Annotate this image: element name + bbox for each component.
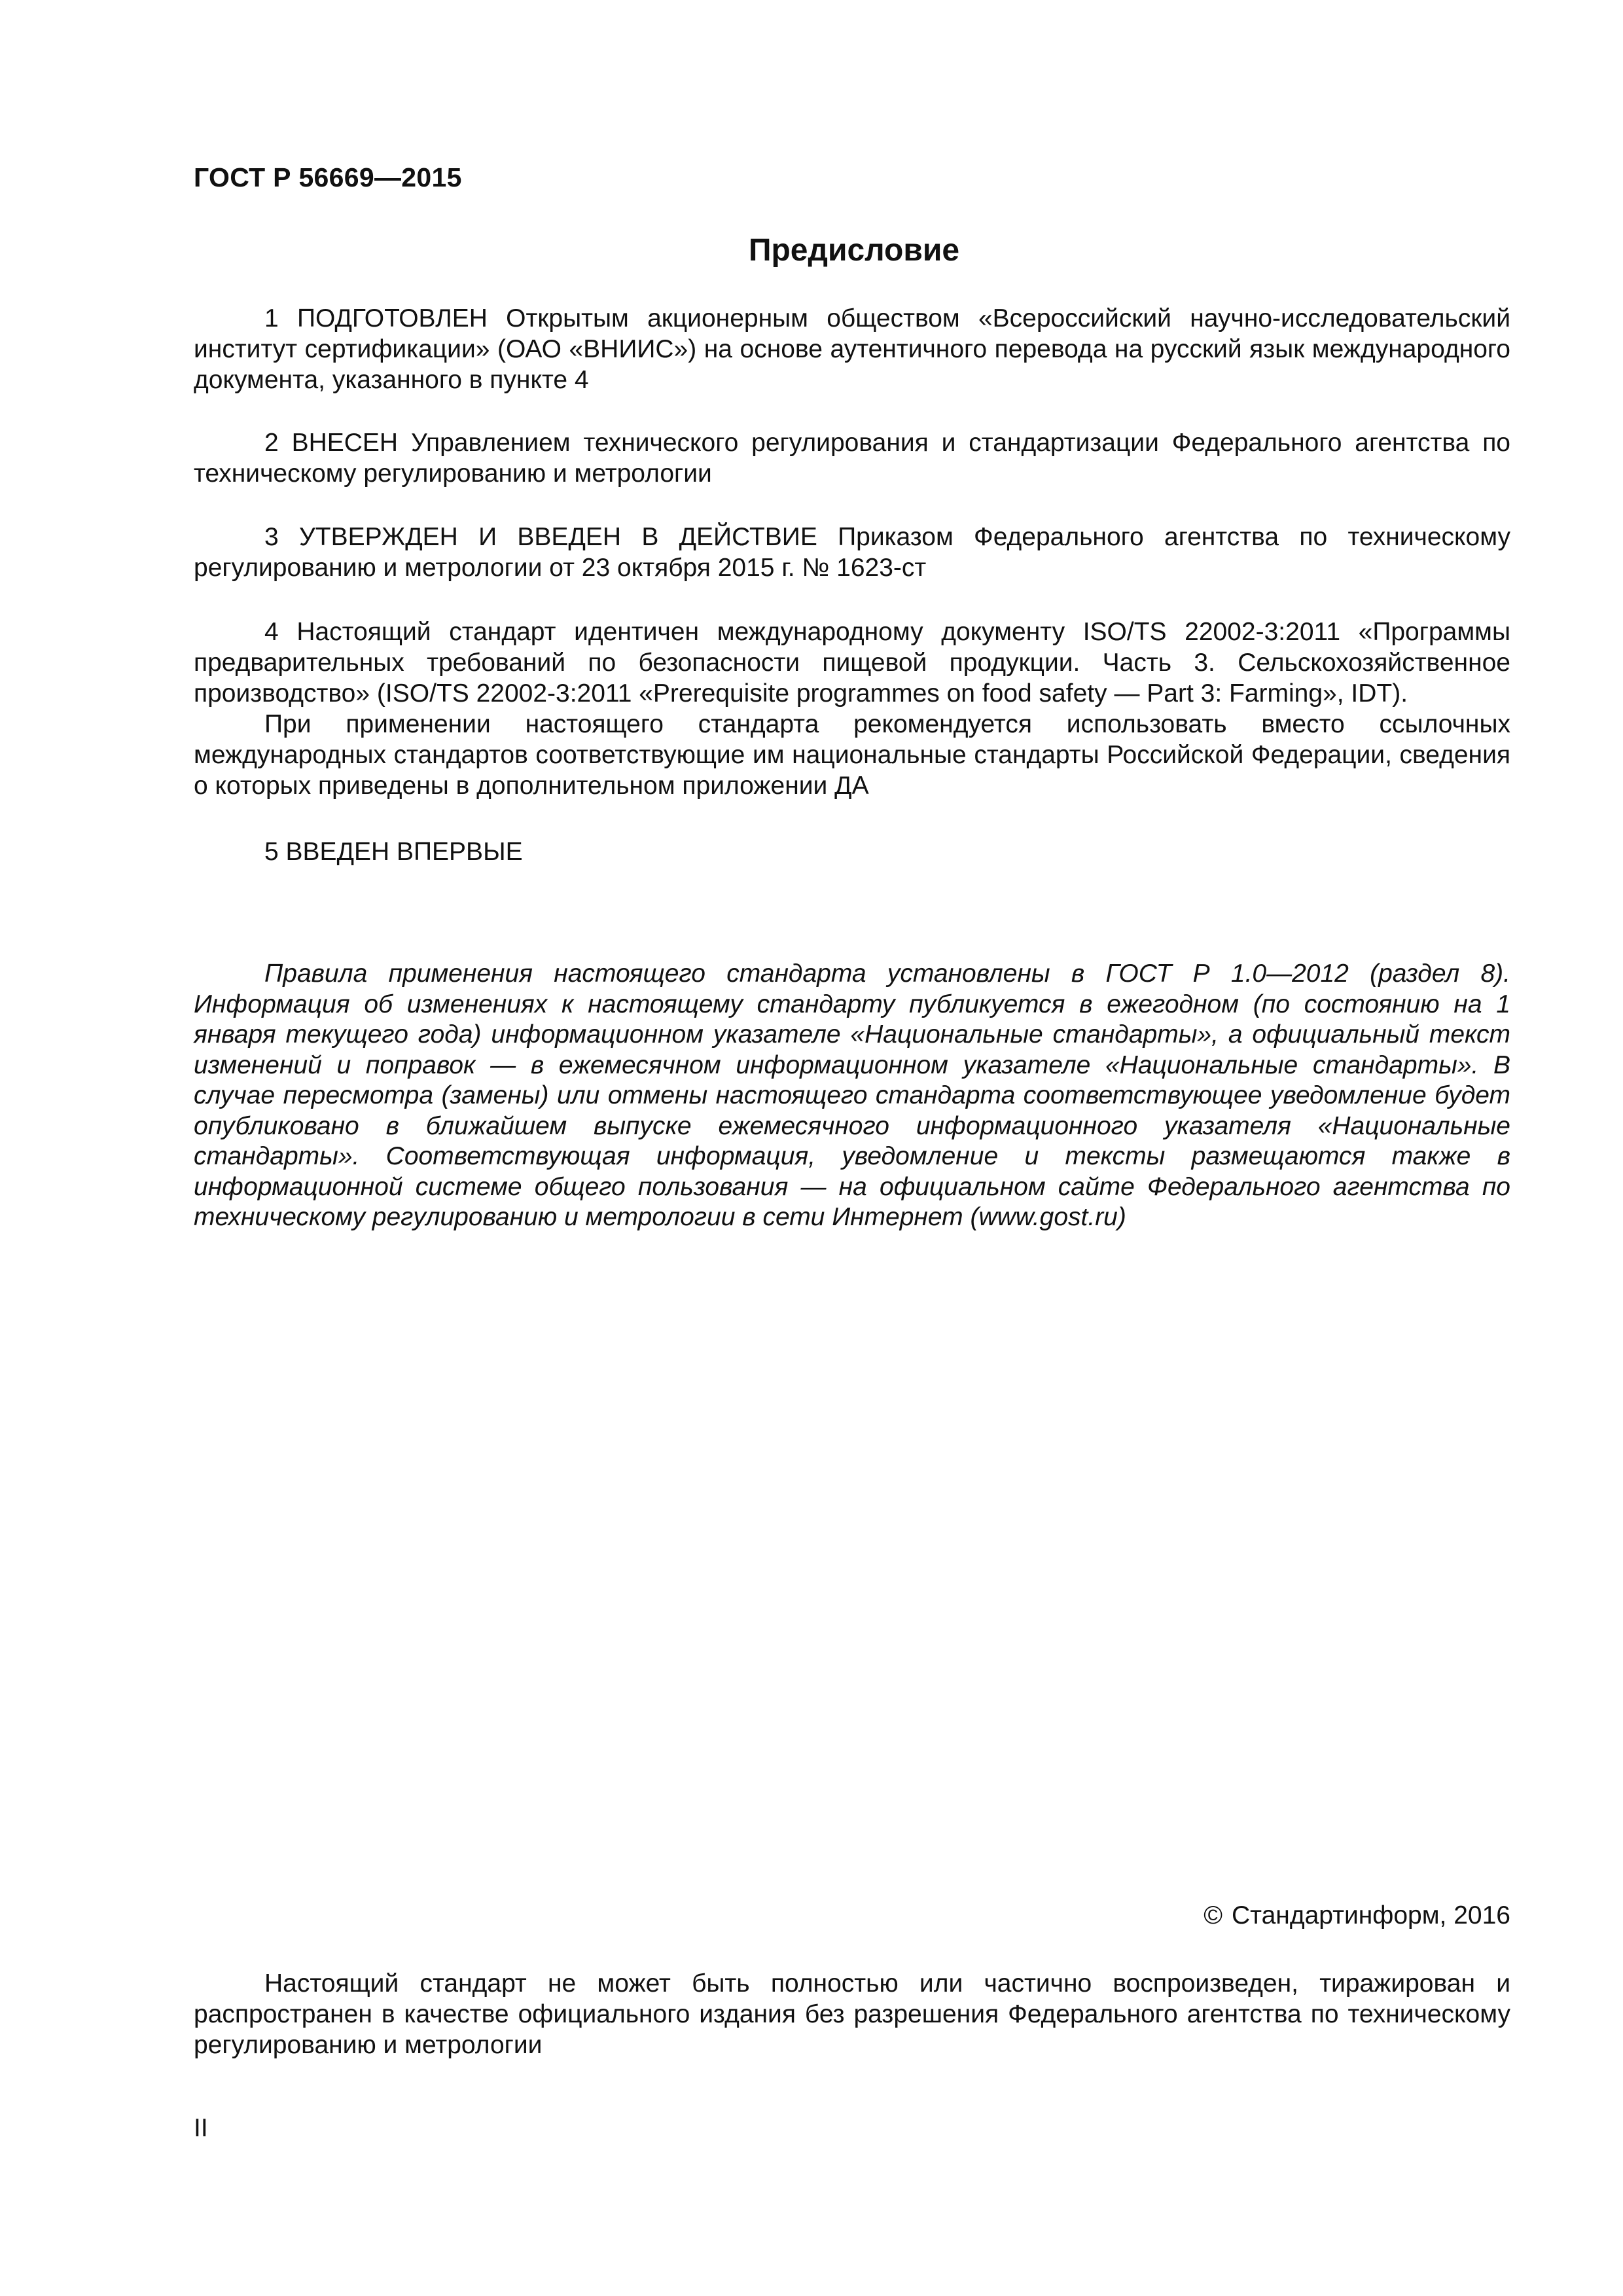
foreword-item-5 [194, 836, 1510, 867]
copyright-text: Стандартинформ, 2016 [1232, 1901, 1510, 1929]
reproduction-notice [194, 1968, 1510, 2060]
foreword-item-4-text: 4 Настоящий стандарт идентичен международному документу ISO/TS 22002-3:2011 «Программы предварительных требований по безопасности пищевой продукции. Часть 3. Сельскохозяйственное производство» (ISO/TS 22002-3:2011 «Prerequisite programmes on food safety — Part 3: Farming», IDT). [194, 618, 1510, 708]
page-number: II [194, 2114, 208, 2142]
foreword-item-3-text: 3 УТВЕРЖДЕН И ВВЕДЕН В ДЕЙСТВИЕ Приказом Федерального агентства по техническому регулированию и метрологии от 23 октября 2015 г. № 1623-ст [194, 523, 1510, 582]
reproduction-notice-text: Настоящий стандарт не может быть полностью или частично воспроизведен, тиражирован и распространен в качестве официального издания без разрешения Федерального агентства по техническому регулированию и метрологии [194, 1969, 1510, 2059]
rules-notice-text: Правила применения настоящего стандарта установлены в ГОСТ Р 1.0—2012 (раздел 8). Информация об изменениях к настоящему стандарту публикуется в ежегодном (по состоянию на 1 января текущего года) информационном указателе «Национальные стандарты», а официальный текст изменений и поправок — в ежемесячном информационном указателе «Национальные стандарты». В случае пересмотра (замены) или отмены настоящего стандарта соответствующее уведомление будет опубликовано в ближайшем выпуске ежемесячного информационного указателя «Национальные стандарты». Соответствующая информация, уведомление и тексты размещаются также в информационной системе общего пользования — на официальном сайте Федерального агентства по техническому регулированию и метрологии в сети Интернет (www.gost.ru) [194, 960, 1510, 1231]
foreword-item-4-continuation: При применении настоящего стандарта рекомендуется использовать вместо ссылочных международных стандартов соответствующие им национальные стандарты Российской Федерации, сведения о которых приведены в дополнительном приложении ДА [194, 710, 1510, 800]
copyright-symbol: © [1204, 1901, 1222, 1929]
rules-notice [194, 959, 1510, 1233]
foreword-item-4 [194, 617, 1510, 801]
copyright [1204, 1901, 1510, 1930]
foreword-item-2-text: 2 ВНЕСЕН Управлением технического регулирования и стандартизации Федерального агентства по техническому регулированию и метрологии [194, 429, 1510, 488]
foreword-item-2 [194, 427, 1510, 489]
page-title: Предисловие [748, 233, 960, 268]
document-code: ГОСТ Р 56669—2015 [194, 162, 462, 192]
foreword-item-1-text: 1 ПОДГОТОВЛЕН Открытым акционерным обществом «Всероссийский научно-исследовательский институт сертификации» (ОАО «ВНИИС») на основе аутентичного перевода на русский язык международного документа, указанного в пункте 4 [194, 304, 1510, 394]
foreword-item-3 [194, 522, 1510, 583]
foreword-item-5-text: 5 ВВЕДЕН ВПЕРВЫЕ [264, 838, 523, 866]
foreword-item-1 [194, 303, 1510, 395]
